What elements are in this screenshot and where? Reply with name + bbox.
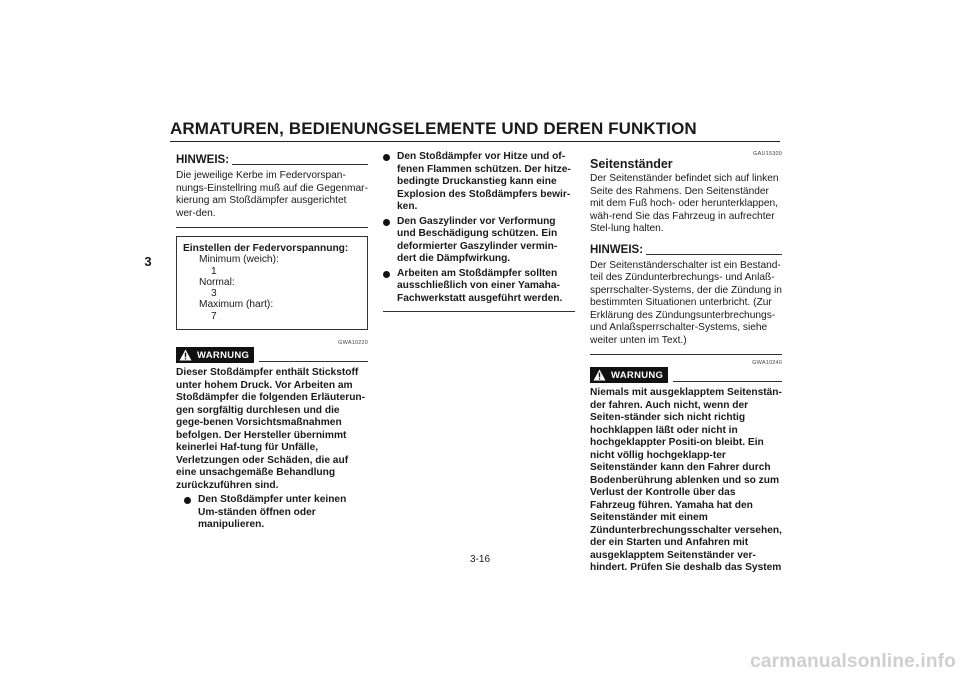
spec-max-label: Maximum (hart):	[199, 299, 274, 311]
warning-bullets	[176, 494, 368, 532]
note-rule	[646, 254, 782, 255]
note-end-rule	[590, 354, 782, 355]
warning-text: Niemals mit ausgeklapptem Seitenstän-der fahren. Auch nicht, wenn der Seiten-ständer sich nicht richtig hochklappen läßt oder nicht in hochgeklappter Positi-on bleibt. Ein nicht völlig hochgeklapp-ter Seitenständer kann den Fahrer durch Bodenberührung ablenken und so zum Verlust der Kontrolle über das Fahrzeug führen. Yamaha hat den Seitenständer mit einem Zündunterbrechungsschalter versehen, der ein Starten und Anfahren mit ausgeklapptem Seitenständer ver-hindert. Prüfen Sie deshalb das System	[590, 387, 782, 573]
list-item: Den Gaszylinder vor Verformung und Beschädigung schützen. Ein deformierter Gaszylinder vermin-dert die Dämpfwirkung.	[383, 216, 575, 266]
warning-code: GWA10220	[338, 340, 368, 347]
spec-normal-value: 3	[211, 288, 217, 300]
spec-min-value: 1	[211, 265, 217, 277]
note-text: Die jeweilige Kerbe im Federvorspan-nungs-Einstellring muß auf die Gegenmar-kierung am Stoßdämpfer ausgerichtet wer-den.	[176, 170, 368, 219]
watermark: carmanualsonline.info	[750, 651, 956, 672]
spec-normal-label: Normal:	[199, 276, 235, 288]
spec-title: Einstellen der Federvorspannung:	[183, 243, 349, 254]
note-heading	[590, 244, 782, 257]
warning-badge-label: WARNUNG	[611, 369, 664, 381]
note-label: HINWEIS:	[176, 154, 230, 166]
list-item: Den Stoßdämpfer vor Hitze und of-fenen Flammen schützen. Der hitze-bedingte Druckanstieg kann eine Explosion des Stoßdämpfers bewir-ken.	[383, 151, 575, 214]
column-middle	[383, 149, 575, 312]
list-item: Arbeiten am Stoßdämpfer sollten ausschließlich von einer Yamaha-Fachwerkstatt ausgeführt werden.	[383, 268, 575, 306]
note-rule	[232, 164, 368, 165]
spec-max-value: 7	[211, 310, 217, 322]
warning-end-rule	[383, 311, 575, 312]
spec-min-label: Minimum (weich):	[199, 254, 279, 266]
note-label: HINWEIS:	[590, 243, 644, 256]
section-text: Der Seitenständer befindet sich auf linken Seite des Rahmens. Den Seitenständer mit dem Fuß hoch- oder herunterklappen, wäh-rend Sie das Fahrzeug in aufrechter Stel-lung halten.	[590, 173, 779, 234]
column-right	[590, 151, 782, 575]
warning-code: GWA10240	[752, 360, 782, 366]
warning-heading	[176, 347, 368, 363]
column-left	[176, 150, 368, 532]
note-heading	[176, 154, 368, 167]
list-item: Den Stoßdämpfer unter keinen Um-ständen öffnen oder manipulieren.	[184, 494, 368, 532]
warning-heading	[590, 367, 782, 383]
warning-triangle-icon	[593, 369, 606, 381]
warning-text: Dieser Stoßdämpfer enthält Stickstoff unter hohem Druck. Vor Arbeiten am Stoßdämpfer die folgenden Erläuterun-gen sorgfältig durchlesen und die gege-benen Vorsichtsmaßnahmen befolgen. Der Hersteller übernimmt keinerlei Haf-tung für Unfälle, Verletzungen oder Schäden, die auf eine unsachgemäße Behandlung zurückzuführen sind.	[176, 367, 366, 491]
spec-box	[176, 236, 368, 330]
header-rule	[170, 141, 780, 142]
warning-badge	[590, 367, 668, 383]
page-title: ARMATUREN, BEDIENUNGSELEMENTE UND DEREN FUNKTION	[170, 119, 697, 138]
bullet-icon	[383, 271, 390, 278]
warning-badge	[176, 347, 254, 363]
note-end-rule	[176, 227, 368, 228]
section-title: Seitenständer	[590, 157, 673, 171]
warning-rule	[673, 381, 782, 382]
bullet-icon	[383, 219, 390, 226]
chapter-tab: 3	[144, 254, 152, 269]
page-number: 3-16	[469, 554, 490, 565]
note-text: Der Seitenständerschalter ist ein Bestand-teil des Zündunterbrechungs- und Anlaß-sperrschalter-Systems, der die Zündung in bestimmten Situationen unterbricht. (Zur Erklärung des Zündungsunterbrechungs-und Anlaßsperrschalter-Systems, siehe weiter unten im Text.)	[590, 259, 782, 346]
bullet-icon	[383, 154, 390, 161]
section-code: GAU15300	[753, 151, 782, 157]
warning-badge-label: WARNUNG	[197, 349, 250, 361]
warning-triangle-icon	[179, 349, 192, 361]
warning-bullets-continued	[383, 151, 575, 305]
bullet-icon	[184, 497, 191, 504]
warning-rule	[259, 361, 368, 362]
